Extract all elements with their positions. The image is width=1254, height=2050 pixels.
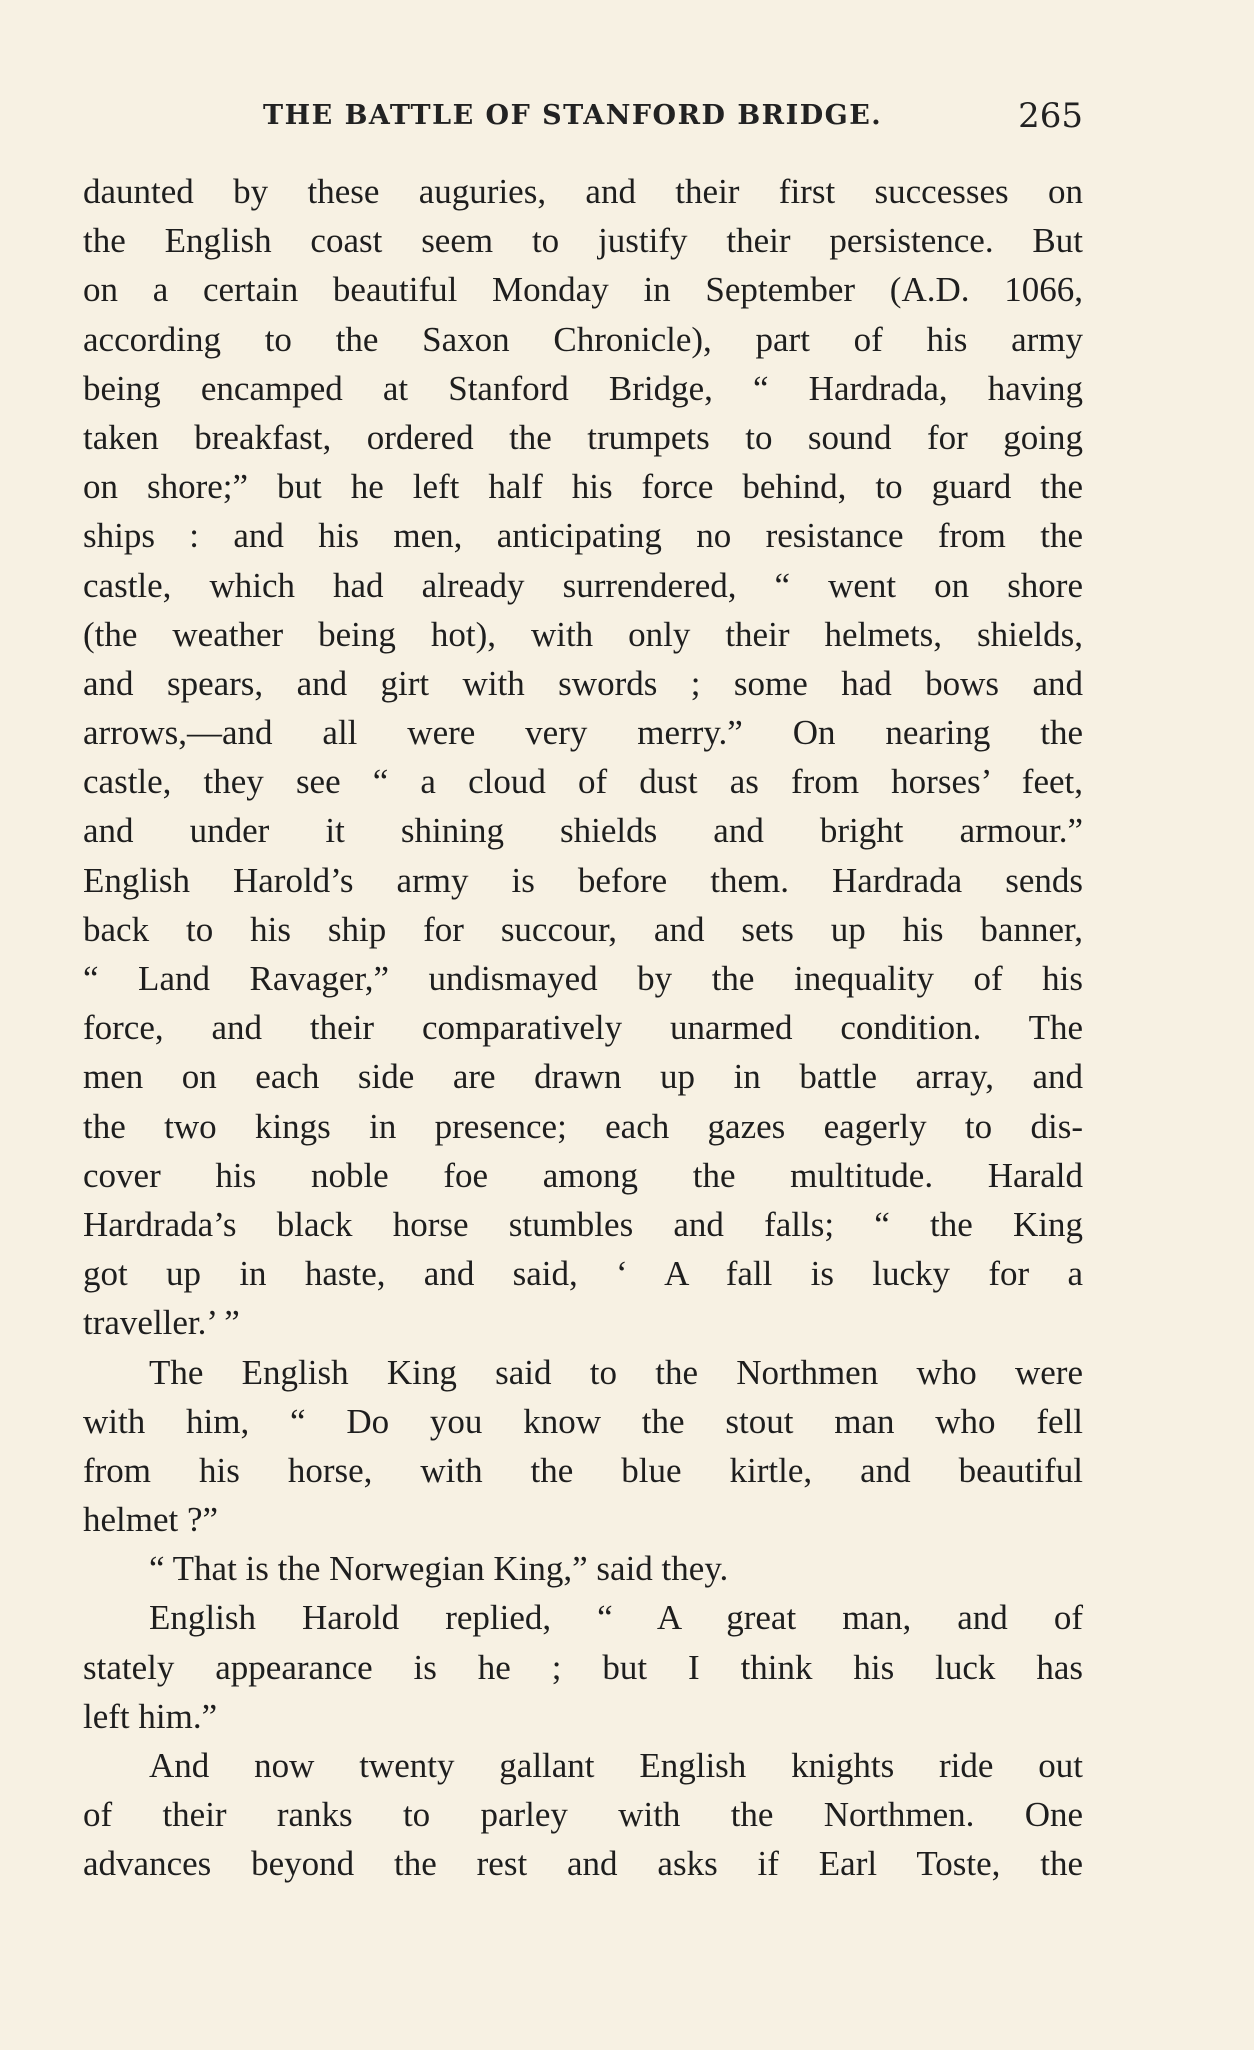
text-line: on a certain beautiful Monday in September (A.D. 1066, [83,270,1083,310]
text-line: And now twenty gallant English knights ride out [149,1746,1083,1785]
text-line: “ Land Ravager,” undismayed by the inequality of his [83,959,1083,998]
text-line: cover his noble foe among the multitude. Harald [83,1155,1083,1195]
text-line: with him, “ Do you know the stout man who fell [83,1401,1083,1441]
text-line: left him.” [83,1696,218,1736]
text-line: being encamped at Stanford Bridge, “ Hardrada, having [83,368,1083,408]
text-line: arrows,—and all were very merry.” On nearing the [83,713,1083,753]
text-line: men on each side are drawn up in battle array, and [83,1057,1083,1097]
text-line: helmet ?” [83,1500,219,1540]
text-line: ships : and his men, anticipating no resistance from the [83,516,1083,556]
running-title: THE BATTLE OF STANFORD BRIDGE. [263,100,883,131]
text-line: castle, they see “ a cloud of dust as from horses’ feet, [83,762,1083,802]
text-line: “ That is the Norwegian King,” said they. [149,1549,729,1589]
text-line: back to his ship for succour, and sets up his banner, [83,909,1083,949]
text-line: The English King said to the Northmen who were [149,1352,1083,1392]
text-line: taken breakfast, ordered the trumpets to sound for going [83,417,1083,457]
text-line: (the weather being hot), with only their helmets, shields, [83,614,1083,654]
text-line: and spears, and girt with swords ; some had bows and [83,663,1083,703]
text-line: the English coast seem to justify their persistence. But [83,221,1083,261]
body-text [83,167,1083,1889]
page-number: 265 [1018,96,1083,136]
text-line: according to the Saxon Chronicle), part of his army [83,319,1083,359]
running-head [83,98,1083,138]
text-line: stately appearance is he ; but I think his luck has [83,1647,1083,1687]
text-line: traveller.’ ” [83,1303,240,1343]
text-line: of their ranks to parley with the Northmen. One [83,1795,1083,1835]
text-line: and under it shining shields and bright armour.” [83,811,1083,851]
text-line: force, and their comparatively unarmed condition. The [83,1008,1083,1048]
text-line: got up in haste, and said, ‘ A fall is lucky for a [83,1254,1083,1294]
text-line: English Harold replied, “ A great man, and of [149,1598,1083,1638]
text-line: English Harold’s army is before them. Hardrada sends [83,860,1083,900]
text-line: on shore;” but he left half his force behind, to guard the [83,467,1083,507]
text-line: the two kings in presence; each gazes eagerly to dis- [83,1106,1083,1146]
text-line: from his horse, with the blue kirtle, and beautiful [83,1450,1083,1490]
text-line: castle, which had already surrendered, “ went on shore [83,565,1083,605]
text-line: Hardrada’s black horse stumbles and falls; “ the King [83,1204,1083,1244]
text-line: advances beyond the rest and asks if Earl Toste, the [83,1844,1083,1884]
text-line: daunted by these auguries, and their first successes on [83,172,1083,211]
